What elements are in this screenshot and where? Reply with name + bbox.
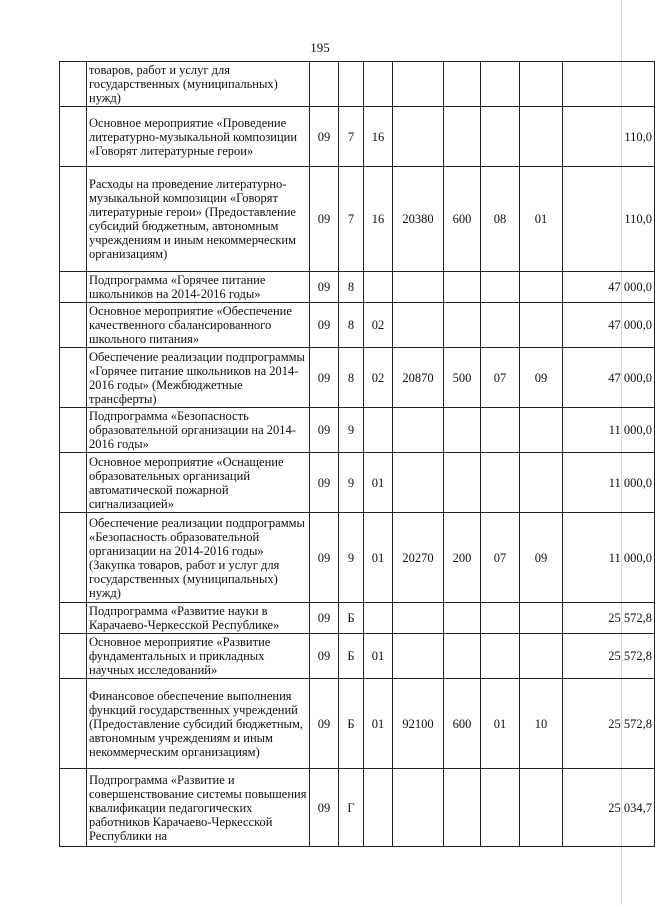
page-number: 195 bbox=[310, 40, 330, 55]
subsection-cell: 10 bbox=[520, 679, 563, 769]
subsection-cell bbox=[520, 603, 563, 634]
program-code-cell: 09 bbox=[310, 348, 339, 408]
amount-cell: 11 000,0 bbox=[563, 513, 655, 603]
row-index-cell bbox=[60, 62, 87, 107]
measure-code-cell: 01 bbox=[364, 513, 393, 603]
section-cell: 07 bbox=[481, 513, 520, 603]
amount-cell: 11 000,0 bbox=[563, 453, 655, 513]
subsection-cell bbox=[520, 453, 563, 513]
direction-code-cell bbox=[393, 634, 444, 679]
subprogram-code-cell: 8 bbox=[339, 303, 364, 348]
expense-type-cell: 600 bbox=[444, 167, 481, 272]
amount-cell: 11 000,0 bbox=[563, 408, 655, 453]
table-row bbox=[60, 679, 655, 769]
subsection-cell bbox=[520, 634, 563, 679]
amount-cell: 47 000,0 bbox=[563, 272, 655, 303]
expense-type-cell bbox=[444, 62, 481, 107]
amount-cell: 110,0 bbox=[563, 107, 655, 167]
row-index-cell bbox=[60, 679, 87, 769]
row-index-cell bbox=[60, 107, 87, 167]
row-index-cell bbox=[60, 167, 87, 272]
program-code-cell: 09 bbox=[310, 453, 339, 513]
expense-type-cell bbox=[444, 769, 481, 847]
name-cell: Подпрограмма «Развитие и совершенствование системы повышения квалификации педагогических работников Карачаево-Черкесской Республики на bbox=[87, 769, 310, 847]
table-row bbox=[60, 634, 655, 679]
table-row bbox=[60, 769, 655, 847]
direction-code-cell bbox=[393, 769, 444, 847]
measure-code-cell: 02 bbox=[364, 348, 393, 408]
section-cell bbox=[481, 603, 520, 634]
direction-code-cell bbox=[393, 272, 444, 303]
direction-code-cell bbox=[393, 303, 444, 348]
subsection-cell bbox=[520, 272, 563, 303]
row-index-cell bbox=[60, 513, 87, 603]
budget-table bbox=[59, 61, 655, 847]
direction-code-cell: 92100 bbox=[393, 679, 444, 769]
table-row bbox=[60, 62, 655, 107]
subprogram-code-cell: 9 bbox=[339, 408, 364, 453]
name-cell: Обеспечение реализации подпрограммы «Горячее питание школьников на 2014-2016 годы» (Межбюджетные трансферты) bbox=[87, 348, 310, 408]
section-cell bbox=[481, 62, 520, 107]
expense-type-cell bbox=[444, 453, 481, 513]
table-row bbox=[60, 348, 655, 408]
program-code-cell: 09 bbox=[310, 769, 339, 847]
expense-type-cell: 600 bbox=[444, 679, 481, 769]
direction-code-cell bbox=[393, 603, 444, 634]
expense-type-cell: 200 bbox=[444, 513, 481, 603]
expense-type-cell bbox=[444, 107, 481, 167]
name-cell: Основное мероприятие «Оснащение образовательных организаций автоматической пожарной сигнализацией» bbox=[87, 453, 310, 513]
subsection-cell bbox=[520, 107, 563, 167]
direction-code-cell: 20270 bbox=[393, 513, 444, 603]
subsection-cell bbox=[520, 62, 563, 107]
direction-code-cell bbox=[393, 107, 444, 167]
program-code-cell: 09 bbox=[310, 167, 339, 272]
section-cell bbox=[481, 453, 520, 513]
amount-cell: 47 000,0 bbox=[563, 303, 655, 348]
row-index-cell bbox=[60, 634, 87, 679]
subprogram-code-cell: Б bbox=[339, 603, 364, 634]
subprogram-code-cell: 7 bbox=[339, 107, 364, 167]
name-cell: Обеспечение реализации подпрограммы «Безопасность образовательной организации на 2014-2016 годы» (Закупка товаров, работ и услуг для государственных (муниципальных) нужд) bbox=[87, 513, 310, 603]
subprogram-code-cell: Г bbox=[339, 769, 364, 847]
name-cell: товаров, работ и услуг для государственных (муниципальных) нужд) bbox=[87, 62, 310, 107]
name-cell: Подпрограмма «Развитие науки в Карачаево-Черкесской Республике» bbox=[87, 603, 310, 634]
table-row bbox=[60, 603, 655, 634]
section-cell bbox=[481, 107, 520, 167]
measure-code-cell: 01 bbox=[364, 453, 393, 513]
row-index-cell bbox=[60, 769, 87, 847]
expense-type-cell bbox=[444, 303, 481, 348]
section-cell: 07 bbox=[481, 348, 520, 408]
subprogram-code-cell: 9 bbox=[339, 453, 364, 513]
table-row bbox=[60, 408, 655, 453]
name-cell: Основное мероприятие «Проведение литературно-музыкальной композиции «Говорят литературные герои» bbox=[87, 107, 310, 167]
direction-code-cell bbox=[393, 62, 444, 107]
subsection-cell: 09 bbox=[520, 348, 563, 408]
subprogram-code-cell: 8 bbox=[339, 348, 364, 408]
measure-code-cell: 02 bbox=[364, 303, 393, 348]
row-index-cell bbox=[60, 408, 87, 453]
expense-type-cell: 500 bbox=[444, 348, 481, 408]
amount-cell: 25 572,8 bbox=[563, 603, 655, 634]
amount-cell: 25 572,8 bbox=[563, 634, 655, 679]
table-row bbox=[60, 167, 655, 272]
subsection-cell: 01 bbox=[520, 167, 563, 272]
measure-code-cell: 16 bbox=[364, 167, 393, 272]
subprogram-code-cell: Б bbox=[339, 679, 364, 769]
name-cell: Подпрограмма «Безопасность образовательной организации на 2014-2016 годы» bbox=[87, 408, 310, 453]
subprogram-code-cell: Б bbox=[339, 634, 364, 679]
expense-type-cell bbox=[444, 272, 481, 303]
table-row bbox=[60, 303, 655, 348]
name-cell: Основное мероприятие «Развитие фундаментальных и прикладных научных исследований» bbox=[87, 634, 310, 679]
amount-cell: 25 034,7 bbox=[563, 769, 655, 847]
row-index-cell bbox=[60, 272, 87, 303]
program-code-cell: 09 bbox=[310, 408, 339, 453]
section-cell bbox=[481, 272, 520, 303]
measure-code-cell bbox=[364, 603, 393, 634]
section-cell bbox=[481, 634, 520, 679]
direction-code-cell: 20380 bbox=[393, 167, 444, 272]
table-row bbox=[60, 453, 655, 513]
program-code-cell: 09 bbox=[310, 634, 339, 679]
name-cell: Подпрограмма «Горячее питание школьников на 2014-2016 годы» bbox=[87, 272, 310, 303]
row-index-cell bbox=[60, 453, 87, 513]
subsection-cell: 09 bbox=[520, 513, 563, 603]
subprogram-code-cell: 7 bbox=[339, 167, 364, 272]
measure-code-cell bbox=[364, 769, 393, 847]
measure-code-cell: 16 bbox=[364, 107, 393, 167]
section-cell: 01 bbox=[481, 679, 520, 769]
name-cell: Финансовое обеспечение выполнения функций государственных учреждений (Предоставление субсидий бюджетным, автономным учреждениям и иным некоммерческим организациям) bbox=[87, 679, 310, 769]
subprogram-code-cell: 9 bbox=[339, 513, 364, 603]
name-cell: Расходы на проведение литературно-музыкальной композиции «Говорят литературные герои» (Предоставление субсидий бюджетным, автономным учреждениям и иным некоммерческим организациям) bbox=[87, 167, 310, 272]
section-cell: 08 bbox=[481, 167, 520, 272]
subprogram-code-cell: 8 bbox=[339, 272, 364, 303]
expense-type-cell bbox=[444, 408, 481, 453]
amount-cell: 25 572,8 bbox=[563, 679, 655, 769]
table-row bbox=[60, 272, 655, 303]
program-code-cell: 09 bbox=[310, 513, 339, 603]
subprogram-code-cell bbox=[339, 62, 364, 107]
direction-code-cell bbox=[393, 408, 444, 453]
measure-code-cell: 01 bbox=[364, 679, 393, 769]
row-index-cell bbox=[60, 303, 87, 348]
measure-code-cell: 01 bbox=[364, 634, 393, 679]
program-code-cell: 09 bbox=[310, 303, 339, 348]
section-cell bbox=[481, 303, 520, 348]
table-row bbox=[60, 513, 655, 603]
amount-cell bbox=[563, 62, 655, 107]
direction-code-cell: 20870 bbox=[393, 348, 444, 408]
measure-code-cell bbox=[364, 272, 393, 303]
program-code-cell: 09 bbox=[310, 272, 339, 303]
program-code-cell: 09 bbox=[310, 603, 339, 634]
row-index-cell bbox=[60, 603, 87, 634]
section-cell bbox=[481, 769, 520, 847]
measure-code-cell bbox=[364, 408, 393, 453]
program-code-cell: 09 bbox=[310, 107, 339, 167]
table-row bbox=[60, 107, 655, 167]
program-code-cell: 09 bbox=[310, 679, 339, 769]
section-cell bbox=[481, 408, 520, 453]
subsection-cell bbox=[520, 769, 563, 847]
expense-type-cell bbox=[444, 634, 481, 679]
program-code-cell bbox=[310, 62, 339, 107]
subsection-cell bbox=[520, 408, 563, 453]
name-cell: Основное мероприятие «Обеспечение качественного сбалансированного школьного питания» bbox=[87, 303, 310, 348]
subsection-cell bbox=[520, 303, 563, 348]
expense-type-cell bbox=[444, 603, 481, 634]
measure-code-cell bbox=[364, 62, 393, 107]
amount-cell: 47 000,0 bbox=[563, 348, 655, 408]
amount-cell: 110,0 bbox=[563, 167, 655, 272]
direction-code-cell bbox=[393, 453, 444, 513]
row-index-cell bbox=[60, 348, 87, 408]
